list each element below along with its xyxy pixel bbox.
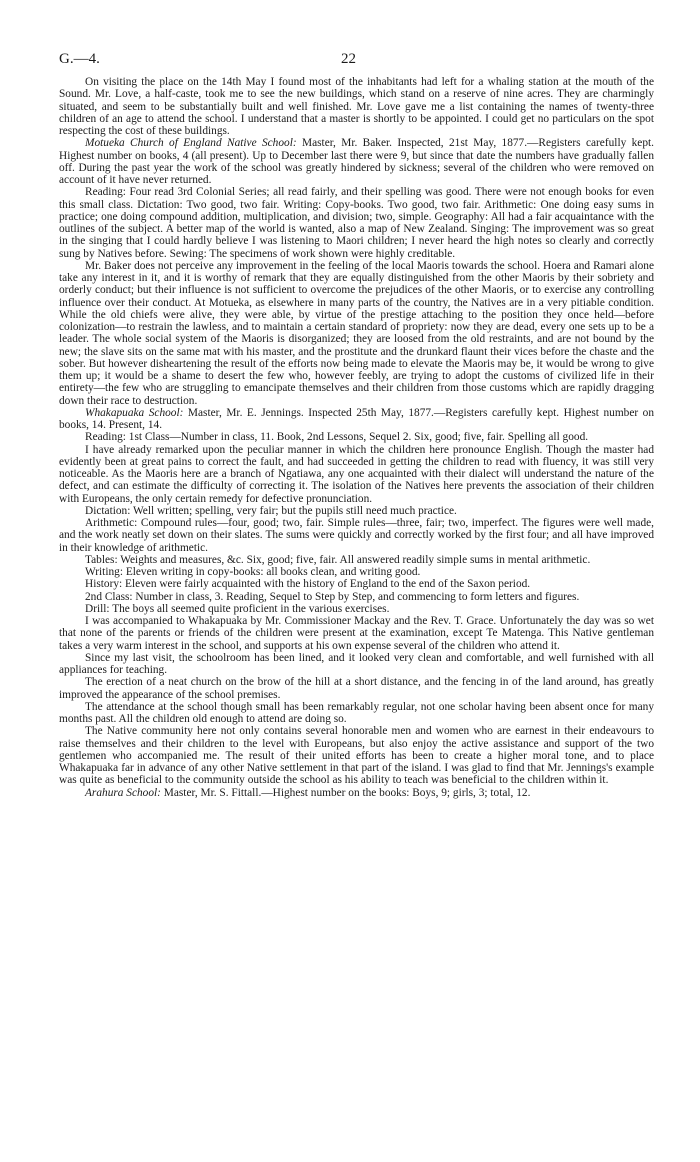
paragraph: Since my last visit, the schoolroom has been lined, and it looked very clean and comfortable, and well furnished with all appliances for teaching. — [59, 651, 654, 676]
paragraph: On visiting the place on the 14th May I found most of the inhabitants had left for a whaling station at the mouth of the Sound. Mr. Love, a half-caste, took me to see the new buildings, which stand on a reserve of nine acres. They are charmingly situated, and seem to be substantially built and well finished. Mr. Love gave me a list containing the names of twenty-three children of an age to attend the school. I understand that a master is shortly to be appointed. I could get no particulars on the spot respecting the cost of these buildings. — [59, 76, 654, 137]
page-header — [59, 50, 654, 76]
paragraph: Mr. Baker does not perceive any improvement in the feeling of the local Maoris towards the school. Hoera and Ramari alone take any interest in it, and it is worthy of remark that they are equally distinguished from the other Maoris by their sobriety and orderly conduct; but their influence is not sufficient to overcome the prejudices of the other Maoris, or to exercise any controlling influence over their conduct. At Motueka, as elsewhere in many parts of the country, the Natives are in a very pitiable condition. While the old chiefs were alive, they were able, by virtue of the prestige attaching to the position they once held—before colonization—to restrain the lawless, and to maintain a certain standard of propriety: now they are dead, every one sets up to be a leader. The whole social system of the Maoris is disorganized; they are loosed from the old restraints, and are not bound by the new; the slave sits on the same mat with his master, and the prostitute and the drunkard flaunt their vices before the chaste and the sober. But however disheartening the result of the efforts now being made to elevate the Maoris may be, it would be wrong to give them up; it would be a shame to desert the few who, however feebly, are trying to adopt the customs of civilized life in their entirety—the few who are struggling to emancipate themselves and their children from those customs which are rapidly dragging down their race to destruction. — [59, 259, 654, 407]
page-number: 22 — [341, 51, 356, 67]
document-body — [59, 76, 654, 799]
school-heading: Arahura School: — [85, 786, 161, 799]
school-heading: Whakapuaka School: — [85, 406, 184, 419]
paragraph: Dictation: Well written; spelling, very fair; but the pupils still need much practice. — [85, 504, 457, 517]
paragraph: Writing: Eleven writing in copy-books: all books clean, and writing good. — [85, 566, 421, 578]
paragraph: Reading: Four read 3rd Colonial Series; all read fairly, and their spelling was good. There were not enough books for even this small class. Dictation: Two good, two fair. Writing: Copy-books. Two good, two fair. Arithmetic: One doing easy sums in practice; one doing compound addition, multiplication, and division; two, simple. Geography: All had a fair acquaintance with the outlines of the subject. A better map of the world is wanted, also a map of New Zealand. Singing: The improvement was so great in the singing that I could hardly believe I was listening to Maori children; I never heard the high notes so clearly and correctly sung by Natives before. Sewing: The specimens of work shown were highly creditable. — [59, 186, 654, 260]
paragraph: History: Eleven were fairly acquainted with the history of England to the end of the Saxon period. — [85, 578, 531, 591]
paragraph: Motueka Church of England Native School: Master, Mr. Baker. Inspected, 21st May, 1877.—Registers carefully kept. Highest number on books, 4 (all present). Up to December last there were 9, but since that date the numbers have gradually fallen off. During the past year the work of the school was greatly hindered by sickness; several of the children who were removed on account of it have never returned. — [59, 137, 654, 186]
paragraph: The Native community here not only contains several honorable men and women who are earnest in their endeavours to raise themselves and their children to the level with Europeans, but also enjoy the active assistance and support of the two gentlemen who accompanied me. The result of their united efforts has been to create a higher moral tone, and to place Whakapuaka far in advance of any other Native settlement in that part of the island. I was glad to find that Mr. Jennings's example was quite as beneficial to the community outside the school as his ability to teach was beneficial to the children within it. — [59, 725, 654, 787]
paragraph: Arithmetic: Compound rules—four, good; two, fair. Simple rules—three, fair; two, imperfect. The figures were well made, and the work neatly set down on their slates. The sums were quickly and correctly worked by the first four; and all have improved in their knowledge of arithmetic. — [59, 517, 654, 554]
paragraph: The attendance at the school though small has been remarkably regular, not one scholar having been absent once for many months past. All the children old enough to attend are doing so. — [59, 700, 654, 725]
paragraph: I was accompanied to Whakapuaka by Mr. Commissioner Mackay and the Rev. T. Grace. Unfortunately the day was so wet that none of the parents or friends of the children were present at the examination, except Te Matenga. This Native gentleman takes a very warm interest in the school, and supports at his own expense several of the children who attend it. — [59, 615, 654, 652]
paragraph: Reading: 1st Class—Number in class, 11. Book, 2nd Lessons, Sequel 2. Six, good; five, fair. Spelling all good. — [85, 431, 589, 444]
paragraph: 2nd Class: Number in class, 3. Reading, Sequel to Step by Step, and commencing to form letters and figures. — [85, 590, 580, 603]
paragraph: Drill: The boys all seemed quite proficient in the various exercises. — [85, 602, 390, 615]
paragraph: I have already remarked upon the peculiar manner in which the children here pronounce English. Though the master had evidently been at great pains to correct the fault, and had succeeded in getting the children to read with fluency, it was still very noticeable. As the Maoris here are a branch of Ngatiawa, any one acquainted with their dialect will understand the nature of the defect, and can estimate the difficulty of correcting it. The isolation of the Natives here prevents the association of their children with Europeans, the only certain remedy for defective pronunciation. — [59, 443, 654, 505]
paragraph: Whakapuaka School: Master, Mr. E. Jennings. Inspected 25th May, 1877.—Registers carefully kept. Highest number on books, 14. Present, 14. — [59, 406, 654, 431]
paragraph: Tables: Weights and measures, &c. Six, good; five, fair. All answered readily simple sums in mental arithmetic. — [85, 553, 591, 566]
paragraph: The erection of a neat church on the brow of the hill at a short distance, and the fencing in of the land around, has greatly improved the appearance of the school premises. — [59, 676, 654, 701]
document-reference: G.—4. — [59, 51, 100, 67]
school-heading: Motueka Church of England Native School: — [85, 137, 297, 150]
paragraph: Arahura School: Master, Mr. S. Fittall.—Highest number on the books: Boys, 9; girls, 3; total, 12. — [85, 786, 531, 799]
